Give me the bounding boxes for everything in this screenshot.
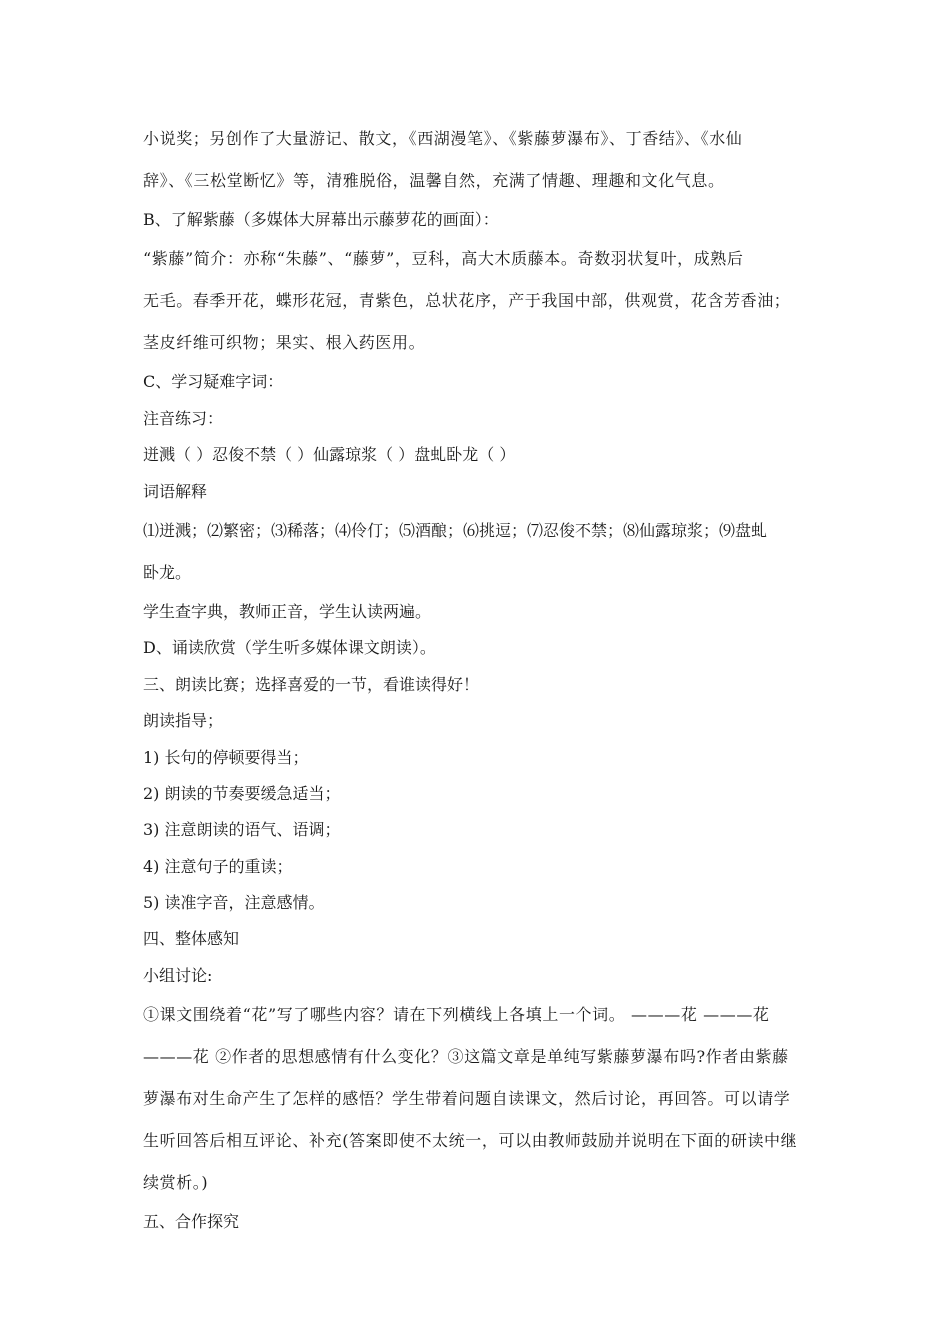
section-heading-d: D、诵读欣赏（学生听多媒体课文朗读）。 [143,638,436,658]
list-item: 5) 读准字音，注意感情。 [143,893,325,913]
discussion-heading: 小组讨论: [143,965,213,985]
paragraph-line: 茎皮纤维可织物；果实、根入药医用。 [143,333,426,353]
paragraph-line: 续赏析。) [143,1173,209,1193]
paragraph-line: 无毛。春季开花，蝶形花冠，青紫色，总状花序，产于我国中部，供观赏，花含芳香油； [143,291,791,311]
paragraph-line: “紫藤”简介：亦称“朱藤”、“藤萝”，豆科，高大木质藤本。奇数羽状复叶，成熟后 [143,249,744,269]
pinyin-exercise: 迸溅（ ）忍俊不禁（ ）仙露琼浆（ ）盘虬卧龙（ ） [143,445,516,465]
vocabulary-list: 卧龙。 [143,562,192,582]
paragraph-line: 学生查字典，教师正音，学生认读两遍。 [143,601,432,621]
section-heading-5: 五、合作探究 [143,1212,240,1232]
document-body [143,118,811,1241]
paragraph-line: 辞》、《三松堂断忆》等，清雅脱俗，温馨自然，充满了情趣、理趣和文化气息。 [143,171,725,190]
section-heading-c: C、学习疑难字词： [143,372,284,392]
section-heading-3: 三、朗读比赛；选择喜爱的一节，看谁读得好！ [143,674,480,694]
paragraph-line: 萝瀑布对生命产生了怎样的感悟？学生带着问题自读课文，然后讨论，再回答。可以请学 [143,1089,791,1109]
list-item: 3) 注意朗读的语气、语调； [143,820,341,840]
vocabulary-list: ⑴迸溅；⑵繁密；⑶稀落；⑷伶仃；⑸酒酿；⑹挑逗；⑺忍俊不禁；⑻仙露琼浆；⑼盘虬 [143,520,768,540]
section-heading-4: 四、整体感知 [143,929,240,949]
paragraph-line: ①课文围绕着“花”写了哪些内容？请在下列横线上各填上一个词。 ———花 ———花 [143,1005,770,1025]
vocabulary-heading: 词语解释 [143,481,208,501]
list-item: 2) 朗读的节奏要缓急适当； [143,783,341,803]
list-item: 1) 长句的停顿要得当； [143,747,309,767]
section-heading-b: B、了解紫藤（多媒体大屏幕出示藤萝花的画面）： [143,210,499,229]
paragraph-line: ———花 ②作者的思想感情有什么变化？③这篇文章是单纯写紫藤萝瀑布吗?作者由紫藤 [143,1047,789,1067]
reading-guide-heading: 朗读指导； [143,711,224,731]
paragraph-line: 生听回答后相互评论、补充(答案即使不太统一，可以由教师鼓励并说明在下面的研读中继 [143,1131,798,1151]
paragraph-line: 小说奖；另创作了大量游记、散文，《西湖漫笔》、《紫藤萝瀑布》、丁香结》、《水仙 [143,129,743,148]
exercise-label: 注音练习： [143,408,224,428]
list-item: 4) 注意句子的重读； [143,856,293,876]
